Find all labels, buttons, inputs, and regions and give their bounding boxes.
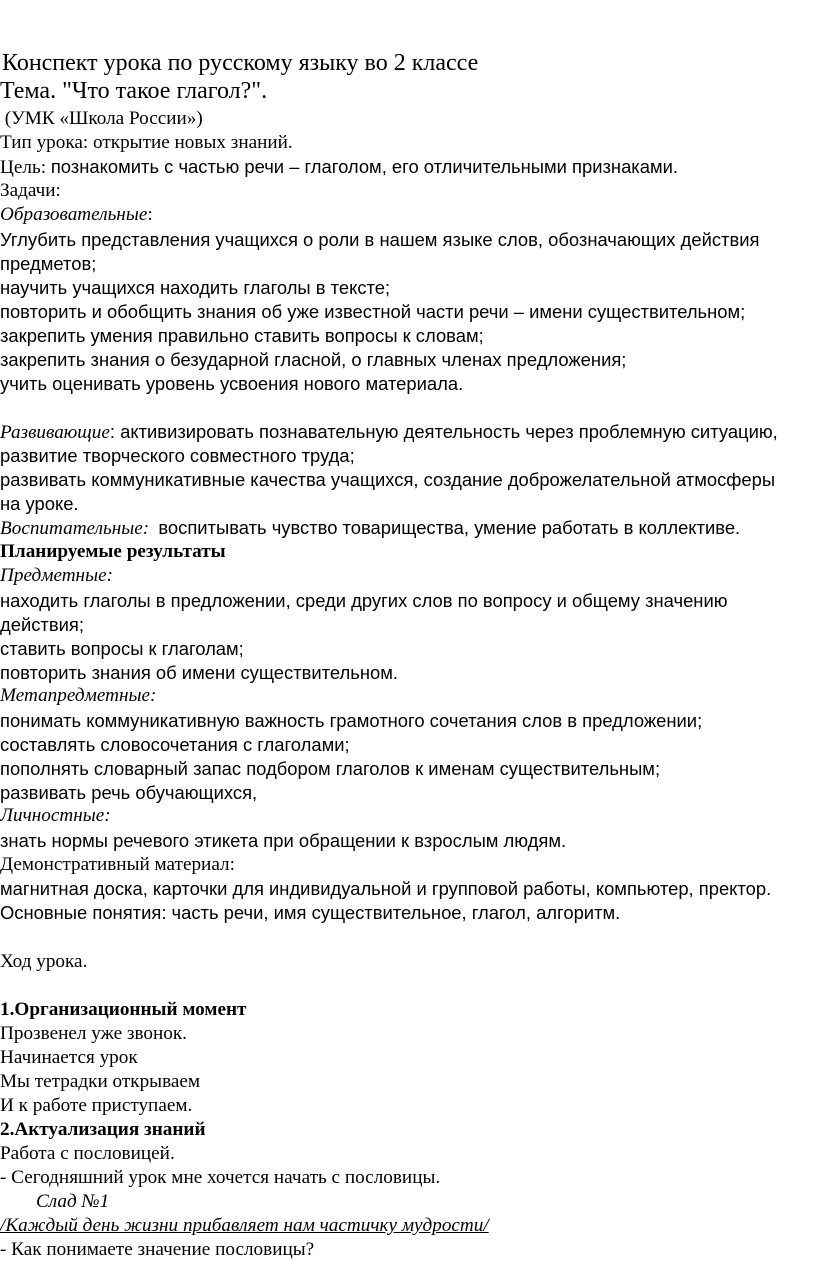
list-item: на уроке.	[0, 493, 79, 514]
list-item: закрепить умения правильно ставить вопросы к словам;	[0, 325, 484, 346]
lesson-flow-heading: Ход урока.	[0, 951, 88, 972]
proverb-work: Работа с пословицей.	[0, 1143, 175, 1164]
concepts-text: Основные понятия: часть речи, имя существительное, глагол, алгоритм.	[0, 902, 621, 923]
list-item: повторить знания об имени существительном.	[0, 662, 398, 683]
list-item: находить глаголы в предложении, среди других слов по вопросу и общему значению	[0, 590, 728, 611]
educational-heading	[0, 204, 153, 226]
goal-text: познакомить с частью речи – глаголом, его отличительными признаками.	[50, 156, 679, 177]
poem-line: Начинается урок	[0, 1047, 138, 1068]
list-item: повторить и обобщить знания об уже известной части речи – имени существительном;	[0, 301, 746, 322]
list-item: составлять словосочетания с глаголами;	[0, 734, 350, 755]
upbringing-label: Воспитательные:	[0, 518, 150, 539]
upbringing-line	[0, 517, 740, 540]
list-item: знать нормы речевого этикета при обращении к взрослым людям.	[0, 830, 567, 851]
list-item: предметов;	[0, 253, 97, 274]
list-item: развитие творческого совместного труда;	[0, 445, 355, 466]
upbringing-text: воспитывать чувство товарищества, умение работать в коллективе.	[158, 517, 741, 538]
list-item: учить оценивать уровень усвоения нового материала.	[0, 373, 464, 394]
lesson-topic: Тема. "Что такое глагол?".	[0, 78, 268, 104]
poem-line: И к работе приступаем.	[0, 1095, 193, 1116]
goal-label: Цель:	[0, 157, 47, 178]
proverb-text: /Каждый день жизни прибавляет нам частичку мудрости/	[0, 1215, 489, 1236]
document-title: Конспект урока по русскому языку во 2 классе	[2, 50, 479, 76]
list-item: пополнять словарный запас подбором глаголов к именам существительным;	[0, 758, 661, 779]
developing-label: Развивающие	[0, 422, 110, 443]
list-item: действия;	[0, 614, 84, 635]
metasubject-label: Метапредметные:	[0, 685, 157, 706]
list-item: научить учащихся находить глаголы в тексте;	[0, 277, 391, 298]
subject-label: Предметные:	[0, 565, 113, 586]
goal-line	[0, 156, 678, 179]
list-item: Углубить представления учащихся о роли в нашем языке слов, обозначающих действия	[0, 229, 760, 250]
planned-results-heading: Планируемые результаты	[0, 541, 226, 562]
slide-label: Слад №1	[36, 1191, 110, 1212]
demo-text: магнитная доска, карточки для индивидуальной и групповой работы, компьютер, пректор.	[0, 878, 772, 899]
proverb-intro: - Сегодняшний урок мне хочется начать с пословицы.	[0, 1167, 441, 1188]
demo-heading: Демонстративный материал:	[0, 854, 235, 875]
section-1-heading: 1.Организационный момент	[0, 999, 247, 1020]
lesson-type: Тип урока: открытие новых знаний.	[0, 132, 293, 153]
list-item: развивать речь обучающихся,	[0, 782, 258, 803]
list-item: ставить вопросы к глаголам;	[0, 638, 244, 659]
list-item: понимать коммуникативную важность грамотного сочетания слов в предложении;	[0, 710, 703, 731]
developing-text: : активизировать познавательную деятельность через проблемную ситуацию,	[109, 421, 778, 442]
list-item: развивать коммуникативные качества учащихся, создание доброжелательной атмосферы	[0, 469, 776, 490]
poem-line: Прозвенел уже звонок.	[0, 1023, 187, 1044]
umk-line: (УМК «Школа России»)	[0, 108, 203, 129]
educational-colon: :	[147, 204, 153, 225]
section-2-heading: 2.Актуализация знаний	[0, 1119, 206, 1140]
personal-label: Личностные:	[0, 805, 111, 826]
developing-line	[0, 421, 778, 444]
poem-line: Мы тетрадки открываем	[0, 1071, 201, 1092]
educational-label: Образовательные	[0, 204, 148, 225]
tasks-heading: Задачи:	[0, 180, 61, 201]
list-item: закрепить знания о безударной гласной, о главных членах предложения;	[0, 349, 627, 370]
question-text: - Как понимаете значение пословицы?	[0, 1239, 315, 1260]
